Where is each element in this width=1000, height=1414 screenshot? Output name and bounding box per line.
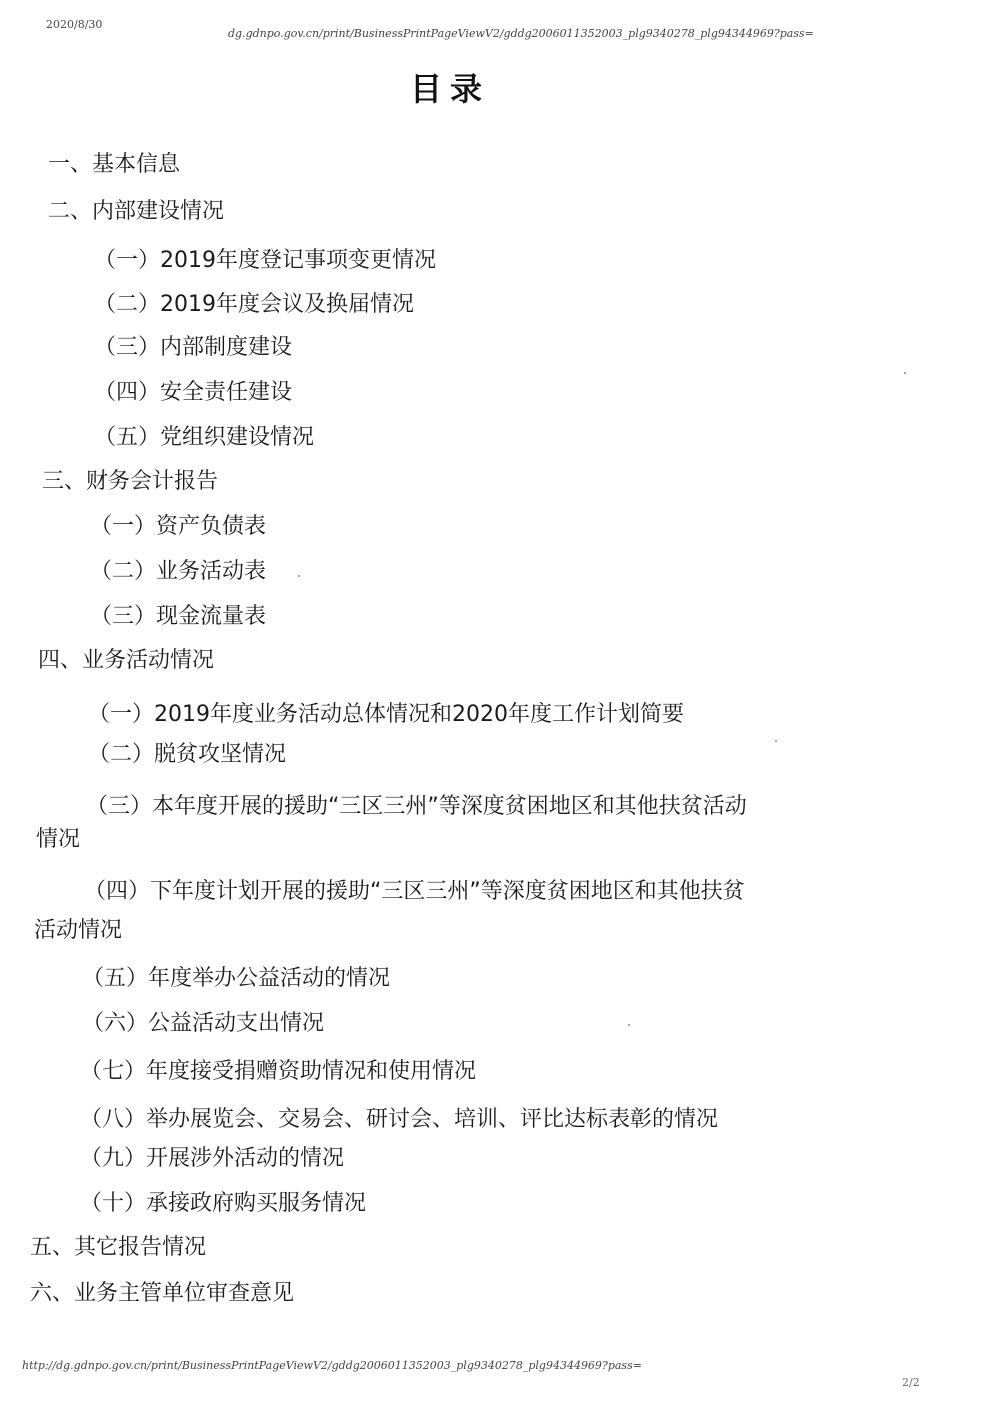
- toc-section-2: 二、内部建设情况: [48, 199, 225, 224]
- toc-item-4-4-cont: 活动情况: [34, 918, 123, 943]
- toc-item-4-3: （三）本年度开展的援助“三区三州”等深度贫困地区和其他扶贫活动: [86, 794, 747, 819]
- page-title: 目录: [409, 70, 490, 108]
- scan-speck: [298, 575, 300, 577]
- toc-section-3: 三、财务会计报告: [42, 469, 219, 494]
- toc-item-4-9: （九）开展涉外活动的情况: [80, 1146, 345, 1171]
- toc-item-4-7: （七）年度接受捐赠资助情况和使用情况: [80, 1059, 477, 1084]
- toc-section-6: 六、业务主管单位审查意见: [30, 1281, 295, 1306]
- toc-item-4-8: （八）举办展览会、交易会、研讨会、培训、评比达标表彰的情况: [80, 1107, 719, 1132]
- toc-section-4: 四、业务活动情况: [38, 648, 215, 673]
- toc-item-4-6: （六）公益活动支出情况: [82, 1011, 325, 1036]
- toc-item-3-3: （三）现金流量表: [90, 604, 267, 629]
- scan-speck: [775, 740, 777, 742]
- page-number: 2/2: [902, 1376, 920, 1389]
- toc-section-1: 一、基本信息: [48, 152, 181, 177]
- toc-item-4-1: （一）2019年度业务活动总体情况和2020年度工作计划简要: [88, 702, 684, 727]
- toc-item-4-5: （五）年度举办公益活动的情况: [82, 966, 391, 991]
- footer-url: http://dg.gdnpo.gov.cn/print/BusinessPrintPageViewV2/gddg2006011352003_plg9340278_plg94344969?pass=: [22, 1359, 642, 1372]
- toc-item-2-1: （一）2019年度登记事项变更情况: [94, 248, 436, 273]
- header-url: dg.gdnpo.gov.cn/print/BusinessPrintPageViewV2/gddg2006011352003_plg9340278_plg94344969?pass=: [228, 27, 814, 40]
- toc-item-3-2: （二）业务活动表: [90, 559, 267, 584]
- toc-item-3-1: （一）资产负债表: [90, 514, 267, 539]
- scan-speck: [904, 372, 906, 374]
- toc-item-4-4: （四）下年度计划开展的援助“三区三州”等深度贫困地区和其他扶贫: [84, 879, 745, 904]
- toc-item-4-10: （十）承接政府购买服务情况: [80, 1191, 367, 1216]
- toc-item-2-4: （四）安全责任建设: [94, 380, 293, 405]
- toc-item-4-3-cont: 情况: [36, 827, 81, 852]
- toc-item-2-5: （五）党组织建设情况: [94, 425, 315, 450]
- toc-item-2-2: （二）2019年度会议及换届情况: [94, 292, 414, 317]
- toc-item-2-3: （三）内部制度建设: [94, 335, 293, 360]
- toc-item-4-2: （二）脱贫攻坚情况: [88, 742, 287, 767]
- scan-speck: [628, 1024, 630, 1026]
- toc-section-5: 五、其它报告情况: [30, 1235, 207, 1260]
- header-date: 2020/8/30: [46, 18, 103, 31]
